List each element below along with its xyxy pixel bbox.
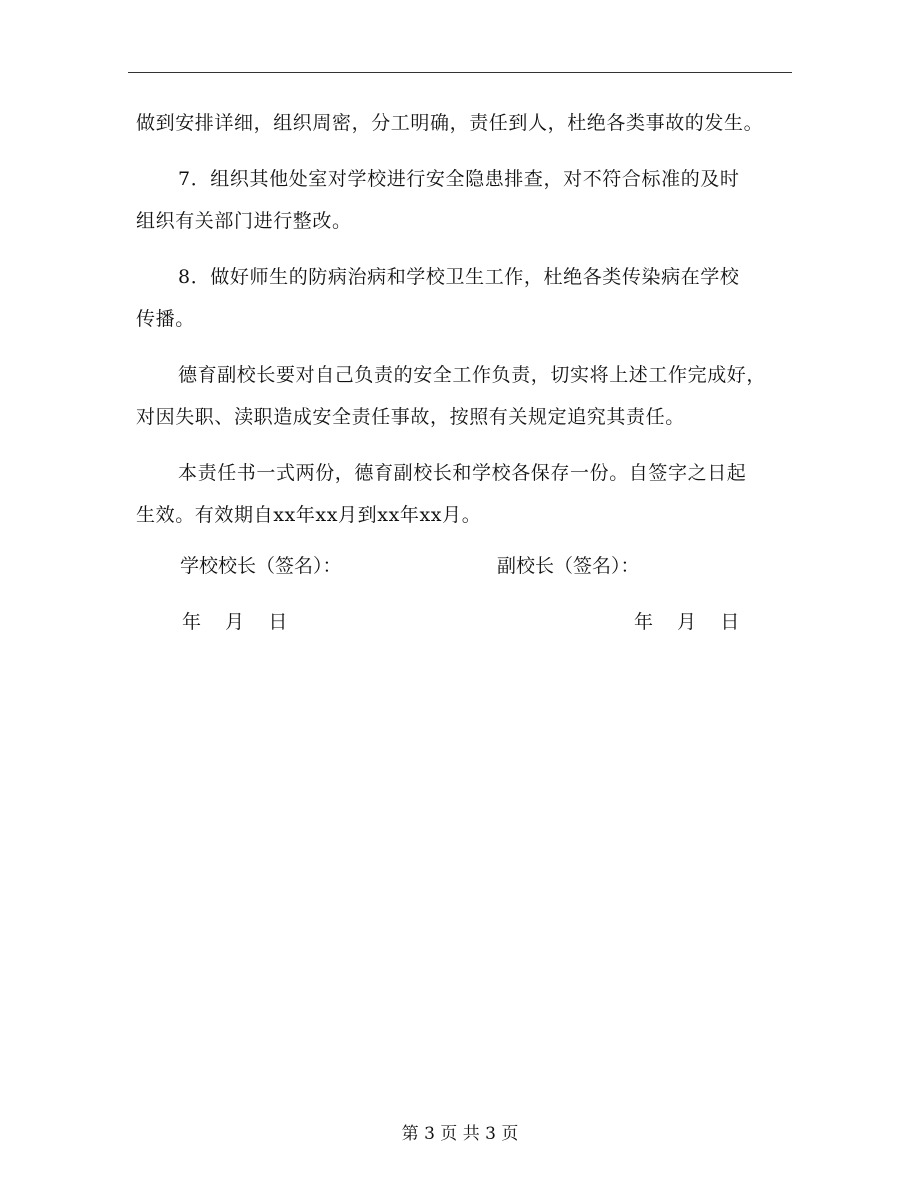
paragraph-line: 传播。: [136, 308, 195, 330]
paragraph-line: 生效。有效期自xx年xx月到xx年xx月。: [136, 504, 482, 526]
paragraph-validity: [136, 452, 796, 536]
paragraph-responsibility: [136, 354, 796, 438]
paragraph-continuation: [136, 102, 796, 144]
vice-principal-signature-date: 年 月 日: [634, 611, 740, 633]
paragraph-line: 做到安排详细，组织周密，分工明确，责任到人，杜绝各类事故的发生。: [136, 112, 764, 134]
paragraph-line: 德育副校长要对自己负责的安全工作负责，切实将上述工作完成好，: [178, 364, 767, 386]
header-rule: [128, 72, 792, 73]
principal-signature-date: 年 月 日: [182, 611, 288, 633]
paragraph-line: 本责任书一式两份，德育副校长和学校各保存一份。自签字之日起: [178, 462, 747, 484]
principal-signature-label: 学校校长（签名）：: [180, 555, 342, 577]
paragraph-item-7: [136, 158, 796, 242]
paragraph-item-8: [136, 256, 796, 340]
page-number: 第 3 页 共 3 页: [401, 1124, 519, 1144]
paragraph-line: 8．做好师生的防病治病和学校卫生工作，杜绝各类传染病在学校: [178, 266, 740, 288]
paragraph-line: 对因失职、渎职造成安全责任事故，按照有关规定追究其责任。: [136, 406, 685, 428]
paragraph-line: 7．组织其他处室对学校进行安全隐患排查，对不符合标准的及时: [178, 168, 740, 190]
paragraph-line: 组织有关部门进行整改。: [136, 210, 352, 232]
vice-principal-signature-label: 副校长（签名）：: [497, 555, 640, 577]
